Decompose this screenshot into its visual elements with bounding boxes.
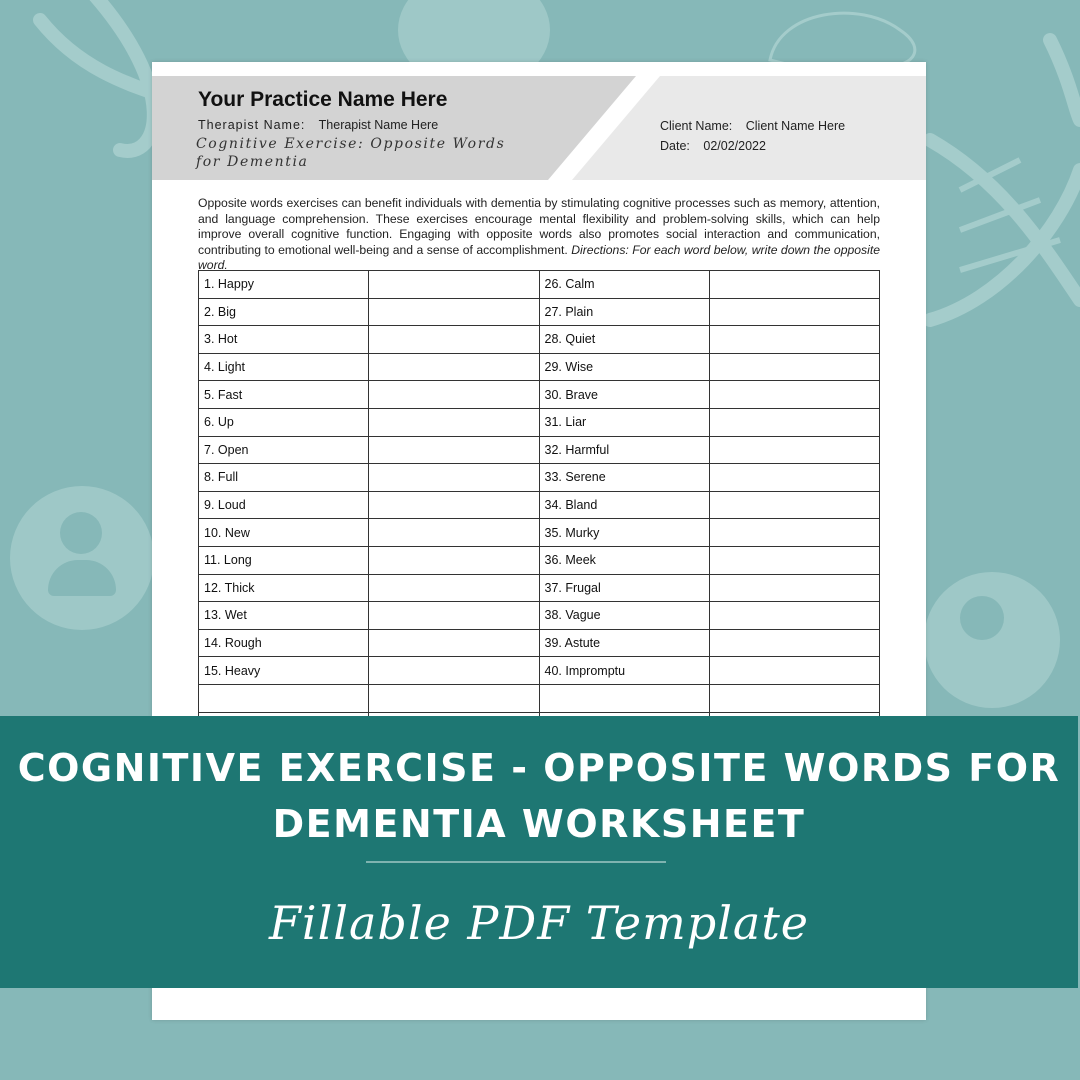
table-row [199,381,880,409]
table-row [199,684,880,712]
prompt-word-cell: 13. Wet [199,602,369,630]
answer-field[interactable] [709,519,879,547]
prompt-word-cell: 12. Thick [199,574,369,602]
therapist-row [198,118,438,132]
prompt-word-cell: 30. Brave [539,381,709,409]
table-row [199,657,880,685]
answer-field[interactable] [709,629,879,657]
answer-field[interactable] [369,629,539,657]
table-row [199,298,880,326]
date-row [660,139,766,153]
answer-field[interactable] [709,684,879,712]
table-row [199,326,880,354]
client-label: Client Name: [660,119,733,133]
directions-text: Directions: For each word below, write down the opposite word. [198,242,880,273]
prompt-word-cell: 15. Heavy [199,657,369,685]
answer-field[interactable] [369,464,539,492]
prompt-word-cell: 27. Plain [539,298,709,326]
table-row [199,546,880,574]
table-row [199,602,880,630]
prompt-word-cell: 7. Open [199,436,369,464]
prompt-word-cell: 28. Quiet [539,326,709,354]
answer-field[interactable] [709,491,879,519]
intro-text: Opposite words exercises can benefit individuals with dementia by stimulating cognitive processes such as memory, attention, and language comprehension. These exercises encourage mental flexibility and problem-solving skills, which can help improve overall cognitive function. Engaging with opposite words also promotes social interaction and communication, contributing to emotional well-being and a sense of accomplishment. [198,196,880,257]
therapist-name-field[interactable]: Therapist Name Here [318,118,439,132]
answer-field[interactable] [369,519,539,547]
worksheet-title: Cognitive Exercise: Opposite Words for Dementia [196,136,506,170]
answer-field[interactable] [709,464,879,492]
answer-field[interactable] [709,574,879,602]
table-row [199,491,880,519]
prompt-word-cell: 36. Meek [539,546,709,574]
prompt-word-cell [199,684,369,712]
answer-field[interactable] [709,381,879,409]
answer-field[interactable] [709,353,879,381]
prompt-word-cell: 10. New [199,519,369,547]
prompt-word-cell: 9. Loud [199,491,369,519]
answer-field[interactable] [369,436,539,464]
client-name-field[interactable]: Client Name Here [745,119,846,133]
prompt-word-cell: 29. Wise [539,353,709,381]
answer-field[interactable] [369,298,539,326]
table-row [199,629,880,657]
answer-field[interactable] [709,602,879,630]
date-label: Date: [660,139,690,153]
banner-divider [366,861,666,863]
intro-paragraph [198,196,880,274]
prompt-word-cell: 11. Long [199,546,369,574]
banner-subtitle: Fillable PDF Template [268,896,810,950]
promo-banner [0,716,1078,988]
answer-field[interactable] [709,657,879,685]
prompt-word-cell: 40. Impromptu [539,657,709,685]
prompt-word-cell: 39. Astute [539,629,709,657]
prompt-word-cell: 2. Big [199,298,369,326]
answer-field[interactable] [369,408,539,436]
table-row [199,436,880,464]
prompt-word-cell: 35. Murky [539,519,709,547]
prompt-word-cell: 31. Liar [539,408,709,436]
answer-field[interactable] [709,546,879,574]
prompt-word-cell: 14. Rough [199,629,369,657]
answer-field[interactable] [369,326,539,354]
answer-field[interactable] [369,353,539,381]
answer-field[interactable] [369,271,539,299]
date-field[interactable]: 02/02/2022 [703,139,766,153]
answer-field[interactable] [369,684,539,712]
table-row [199,353,880,381]
prompt-word-cell: 5. Fast [199,381,369,409]
table-row [199,574,880,602]
prompt-word-cell: 33. Serene [539,464,709,492]
answer-field[interactable] [709,326,879,354]
answer-field[interactable] [709,298,879,326]
prompt-word-cell: 34. Bland [539,491,709,519]
prompt-word-cell: 32. Harmful [539,436,709,464]
answer-field[interactable] [369,491,539,519]
prompt-word-cell: 37. Frugal [539,574,709,602]
answer-field[interactable] [369,574,539,602]
table-row [199,464,880,492]
practice-name: Your Practice Name Here [198,88,448,111]
answer-field[interactable] [709,436,879,464]
prompt-word-cell: 3. Hot [199,326,369,354]
banner-title: COGNITIVE EXERCISE - OPPOSITE WORDS FOR DEMENTIA WORKSHEET [17,746,1061,846]
answer-field[interactable] [369,546,539,574]
prompt-word-cell: 1. Happy [199,271,369,299]
answer-field[interactable] [369,381,539,409]
table-row [199,519,880,547]
table-row [199,408,880,436]
therapist-label: Therapist Name: [198,118,306,132]
answer-field[interactable] [369,657,539,685]
client-row [660,119,845,133]
prompt-word-cell [539,684,709,712]
prompt-word-cell: 8. Full [199,464,369,492]
prompt-word-cell: 26. Calm [539,271,709,299]
answer-field[interactable] [709,408,879,436]
prompt-word-cell: 6. Up [199,408,369,436]
answer-field[interactable] [369,602,539,630]
answer-field[interactable] [709,271,879,299]
prompt-word-cell: 4. Light [199,353,369,381]
table-row [199,271,880,299]
prompt-word-cell: 38. Vague [539,602,709,630]
